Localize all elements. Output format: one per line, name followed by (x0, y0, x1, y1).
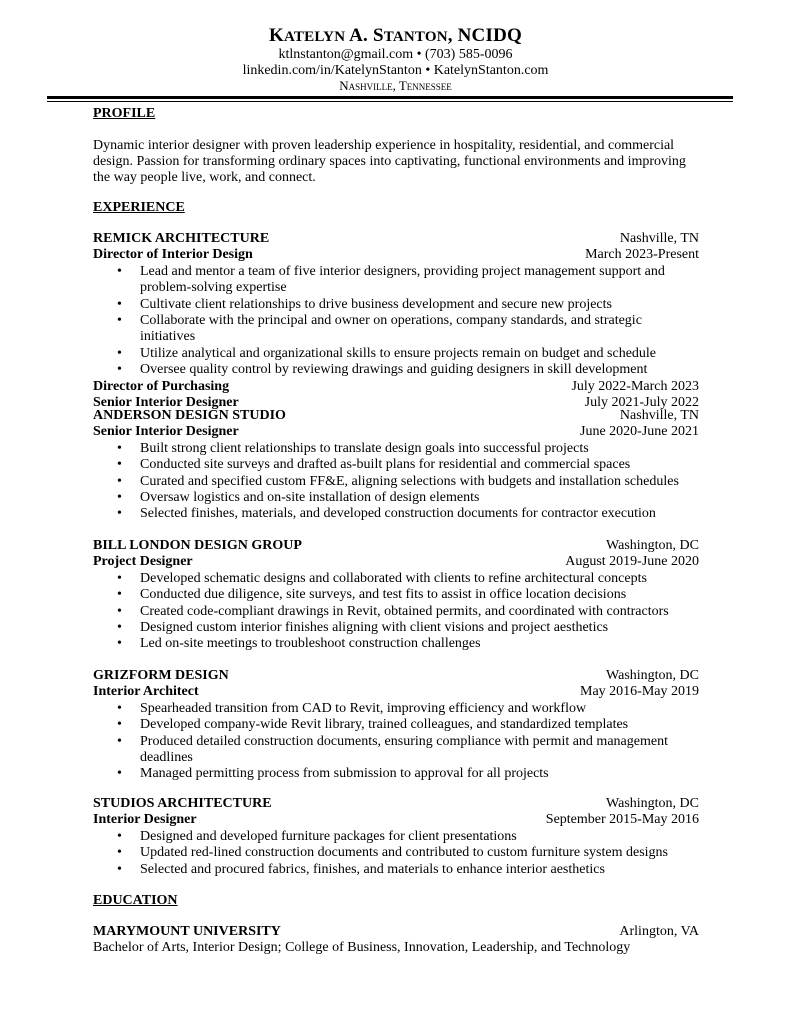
education-entry (93, 924, 699, 957)
bullet-icon: • (117, 717, 122, 733)
bullet-text: Conducted site surveys and drafted as-built plans for residential and commercial spaces (140, 457, 631, 473)
degree-row (93, 940, 699, 956)
list-item (93, 701, 699, 717)
bullet-text: Developed schematic designs and collaborated with clients to refine architectural concepts (140, 570, 647, 586)
bullet-icon: • (117, 506, 122, 522)
job-header (93, 538, 699, 554)
bullet-text: Cultivate client relationships to drive business development and secure new projects (140, 296, 612, 312)
bullet-icon: • (117, 263, 122, 279)
list-item (93, 457, 699, 473)
company-location: Washington, DC (606, 538, 699, 553)
role-row (93, 424, 699, 440)
school-name: MARYMOUNT UNIVERSITY (93, 924, 281, 939)
contact-line-links: linkedin.com/in/KatelynStanton • KatelynStanton.com (242, 62, 549, 78)
bullet-text: Led on-site meetings to troubleshoot construction challenges (140, 636, 481, 652)
bullet-list (93, 441, 699, 523)
list-item (93, 636, 699, 652)
bullet-icon: • (117, 362, 122, 378)
bullet-icon: • (117, 861, 122, 877)
bullet-icon: • (117, 620, 122, 636)
bullet-icon: • (117, 296, 122, 312)
bullet-text: Curated and specified custom FF&E, aligning selections with budgets and installation schedules (140, 473, 679, 489)
list-item (93, 313, 699, 346)
bullet-text: Lead and mentor a team of five interior designers, providing project management support and problem-solving expertise (140, 263, 665, 296)
list-item (93, 845, 699, 861)
list-item (93, 829, 699, 845)
list-item (93, 346, 699, 362)
bullet-text: Updated red-lined construction documents and contributed to custom furniture system designs (140, 845, 668, 861)
list-item (93, 734, 699, 767)
bullet-text: Spearheaded transition from CAD to Revit, improving efficiency and workflow (140, 700, 587, 716)
role-dates: June 2020-June 2021 (580, 424, 699, 440)
job-header (93, 796, 699, 812)
list-item (93, 766, 699, 782)
role-dates: August 2019-June 2020 (565, 554, 699, 570)
role-title: Interior Architect (93, 684, 199, 700)
bullet-icon: • (117, 587, 122, 603)
bullet-text: Created code-compliant drawings in Revit, obtained permits, and coordinated with contractors (140, 603, 669, 619)
company-name: BILL LONDON DESIGN GROUP (93, 538, 302, 553)
company-name: GRIZFORM DESIGN (93, 668, 229, 683)
company-name: ANDERSON DESIGN STUDIO (93, 408, 286, 423)
role-row (93, 684, 699, 700)
bullet-icon: • (117, 700, 122, 716)
section-title-profile: PROFILE (93, 106, 156, 121)
bullet-icon: • (117, 603, 122, 619)
bullet-icon: • (117, 828, 122, 844)
role-dates: March 2023-Present (585, 247, 699, 263)
bullet-text: Managed permitting process from submission to approval for all projects (140, 766, 549, 782)
bullet-icon: • (117, 440, 122, 456)
company-name: REMICK ARCHITECTURE (93, 231, 270, 246)
role-row (93, 812, 699, 828)
role-row (93, 247, 699, 263)
list-item (93, 264, 699, 297)
role-title: Director of Interior Design (93, 247, 253, 263)
list-item (93, 587, 699, 603)
list-item (93, 474, 699, 490)
bullet-icon: • (117, 457, 122, 473)
list-item (93, 441, 699, 457)
bullet-text: Built strong client relationships to translate design goals into successful projects (140, 440, 589, 456)
role-dates: May 2016-May 2019 (580, 684, 699, 700)
role-title: Senior Interior Designer (93, 424, 239, 440)
company-name: STUDIOS ARCHITECTURE (93, 796, 272, 811)
bullet-list (93, 701, 699, 783)
role-row (93, 554, 699, 570)
list-item (93, 506, 699, 522)
name-rest-first: ATELYN (284, 29, 346, 45)
bullet-text: Oversee quality control by reviewing drawings and guiding designers in skill development (140, 362, 648, 378)
list-item (93, 297, 699, 313)
job-grizform (93, 668, 699, 783)
role-dates: July 2022-March 2023 (571, 378, 699, 394)
company-location: Washington, DC (606, 668, 699, 683)
candidate-location: Nashville, Tennessee (339, 78, 452, 93)
role-dates: July 2021-July 2022 (584, 395, 699, 411)
name-rest-last: TANTON (383, 29, 448, 45)
name-initial-first: K (269, 25, 284, 46)
company-location: Nashville, TN (619, 408, 699, 423)
list-item (93, 604, 699, 620)
section-title-education: EDUCATION (93, 893, 178, 908)
role-title: Director of Purchasing (93, 378, 230, 394)
bullet-text: Conducted due diligence, site surveys, and test fits to assist in office location decisions (140, 587, 627, 603)
bullet-text: Designed and developed furniture packages for client presentations (140, 828, 517, 844)
job-anderson (93, 408, 699, 523)
bullet-list (93, 264, 699, 379)
role-title: Project Designer (93, 554, 193, 570)
bullet-icon: • (117, 313, 122, 329)
job-header (93, 408, 699, 424)
list-item (93, 620, 699, 636)
bullet-icon: • (117, 570, 122, 586)
bullet-list (93, 829, 699, 878)
bullet-icon: • (117, 733, 122, 749)
role-row (93, 379, 699, 395)
list-item (93, 862, 699, 878)
bullet-text: Collaborate with the principal and owner on operations, company standards, and strategic initiatives (140, 313, 642, 345)
name-suffix: , NCIDQ (447, 25, 522, 46)
contact-line-email-phone: ktlnstanton@gmail.com • (703) 585-0096 (278, 47, 513, 62)
bullet-icon: • (117, 766, 122, 782)
school-location: Arlington, VA (619, 924, 699, 939)
job-remick (93, 231, 699, 411)
bullet-icon: • (117, 490, 122, 506)
list-item (93, 571, 699, 587)
job-header (93, 668, 699, 684)
school-row (93, 924, 699, 940)
company-location: Washington, DC (606, 796, 699, 811)
list-item (93, 490, 699, 506)
section-title-experience: EXPERIENCE (93, 200, 185, 215)
job-bill-london (93, 538, 699, 653)
bullet-text: Developed company-wide Revit library, trained colleagues, and standardized templates (140, 717, 629, 733)
bullet-text: Utilize analytical and organizational skills to ensure projects remain on budget and schedule (140, 345, 657, 361)
bullet-icon: • (117, 845, 122, 861)
job-header (93, 231, 699, 247)
bullet-text: Designed custom interior finishes aligning with client visions and project aesthetics (140, 620, 609, 636)
name-initial-last: A. S (349, 25, 384, 46)
bullet-text: Selected finishes, materials, and developed construction documents for contractor execution (140, 506, 656, 522)
job-studios (93, 796, 699, 878)
bullet-icon: • (117, 636, 122, 652)
role-dates: September 2015-May 2016 (545, 812, 699, 828)
degree-text: Bachelor of Arts, Interior Design; College of Business, Innovation, Leadership, and Technology (93, 940, 631, 956)
profile-text: Dynamic interior designer with proven leadership experience in hospitality, residential, and commercial design. Passion for transforming ordinary spaces into captivating, functional environments and improving the way people live, work, and connect. (93, 138, 686, 186)
bullet-icon: • (117, 345, 122, 361)
bullet-icon: • (117, 473, 122, 489)
bullet-text: Produced detailed construction documents, ensuring compliance with permit and management deadlines (140, 733, 668, 766)
bullet-text: Selected and procured fabrics, finishes, and materials to enhance interior aesthetics (140, 861, 605, 877)
bullet-text: Oversaw logistics and on-site installation of design elements (140, 490, 480, 506)
role-title: Interior Designer (93, 812, 197, 828)
bullet-list (93, 571, 699, 653)
company-location: Nashville, TN (619, 231, 699, 246)
list-item (93, 362, 699, 378)
role-title: Senior Interior Designer (93, 395, 239, 411)
resume-body (93, 0, 699, 1024)
list-item (93, 717, 699, 733)
